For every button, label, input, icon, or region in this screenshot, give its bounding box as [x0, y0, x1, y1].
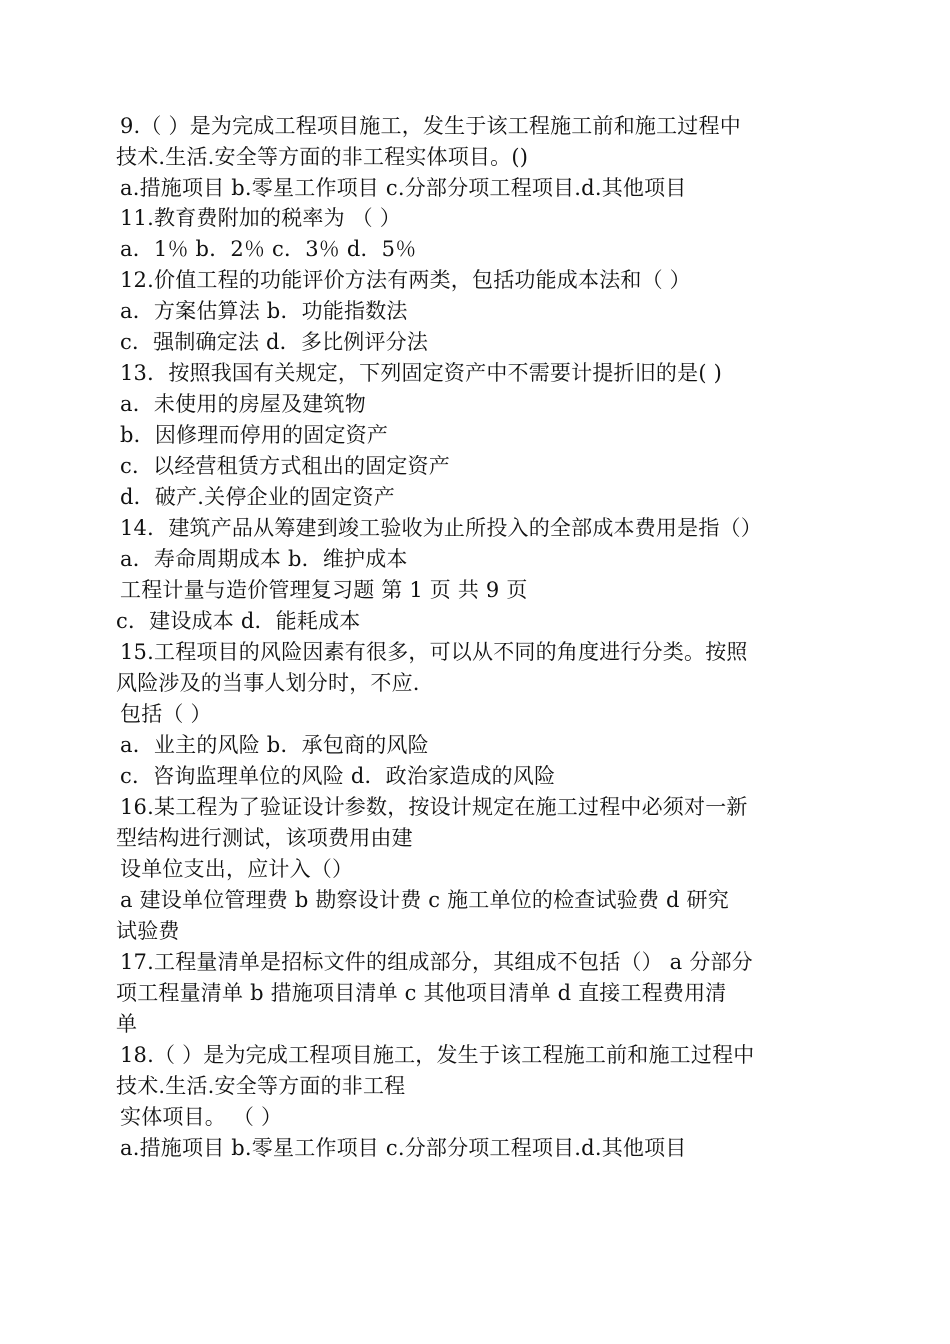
text-line: c．以经营租赁方式租出的固定资产 — [120, 454, 450, 478]
text-line: 11.教育费附加的税率为 （ ） — [120, 206, 401, 230]
text-line: 9.（ ）是为完成工程项目施工，发生于该工程施工前和施工过程中 — [120, 114, 741, 138]
text-line: a．1％ b．2％ c．3％ d．5％ — [120, 237, 417, 261]
text-line: 风险涉及的当事人划分时，不应. — [116, 671, 420, 695]
text-line: b．因修理而停用的固定资产 — [120, 423, 389, 447]
text-line: 项工程量清单 b 措施项目清单 c 其他项目清单 d 直接工程费用清 — [116, 981, 727, 1005]
text-line: 16.某工程为了验证设计参数，按设计规定在施工过程中必须对一新 — [120, 795, 748, 819]
text-line: a．未使用的房屋及建筑物 — [120, 392, 366, 416]
text-line: 包括（ ） — [120, 702, 212, 726]
text-line: c．建设成本 d．能耗成本 — [116, 609, 361, 633]
text-line: 17.工程量清单是招标文件的组成部分，其组成不包括（） a 分部分 — [120, 950, 753, 974]
text-line: a．寿命周期成本 b．维护成本 — [120, 547, 408, 571]
text-line: a.措施项目 b.零星工作项目 c.分部分项工程项目.d.其他项目 — [120, 1136, 687, 1160]
text-line: 14．建筑产品从筹建到竣工验收为止所投入的全部成本费用是指（） — [120, 516, 762, 540]
text-line: 实体项目。 （ ） — [120, 1105, 283, 1129]
text-line: c．咨询监理单位的风险 d．政治家造成的风险 — [120, 764, 556, 788]
text-line: 试验费 — [116, 919, 180, 943]
text-line: 13．按照我国有关规定，下列固定资产中不需要计提折旧的是( ) — [120, 361, 722, 385]
text-line: 型结构进行测试，该项费用由建 — [116, 826, 413, 850]
text-line: a．业主的风险 b．承包商的风险 — [120, 733, 429, 757]
text-line: 18.（ ）是为完成工程项目施工，发生于该工程施工前和施工过程中 — [120, 1043, 755, 1067]
text-line: d．破产.关停企业的固定资产 — [120, 485, 395, 509]
text-line: a 建设单位管理费 b 勘察设计费 c 施工单位的检查试验费 d 研究 — [120, 888, 729, 912]
text-line: 15.工程项目的风险因素有很多，可以从不同的角度进行分类。按照 — [120, 640, 748, 664]
page-footer: 工程计量与造价管理复习题 第 1 页 共 9 页 — [120, 578, 528, 602]
text-line: a.措施项目 b.零星工作项目 c.分部分项工程项目.d.其他项目 — [120, 176, 687, 200]
text-line: 12.价值工程的功能评价方法有两类，包括功能成本法和（ ） — [120, 268, 691, 292]
text-line: c．强制确定法 d．多比例评分法 — [120, 330, 429, 354]
text-line: 技术.生活.安全等方面的非工程 — [116, 1074, 406, 1098]
text-line: 单 — [116, 1012, 138, 1036]
text-line: 设单位支出，应计入（） — [120, 857, 354, 881]
text-line: a．方案估算法 b．功能指数法 — [120, 299, 408, 323]
text-line: 技术.生活.安全等方面的非工程实体项目。() — [116, 145, 529, 169]
